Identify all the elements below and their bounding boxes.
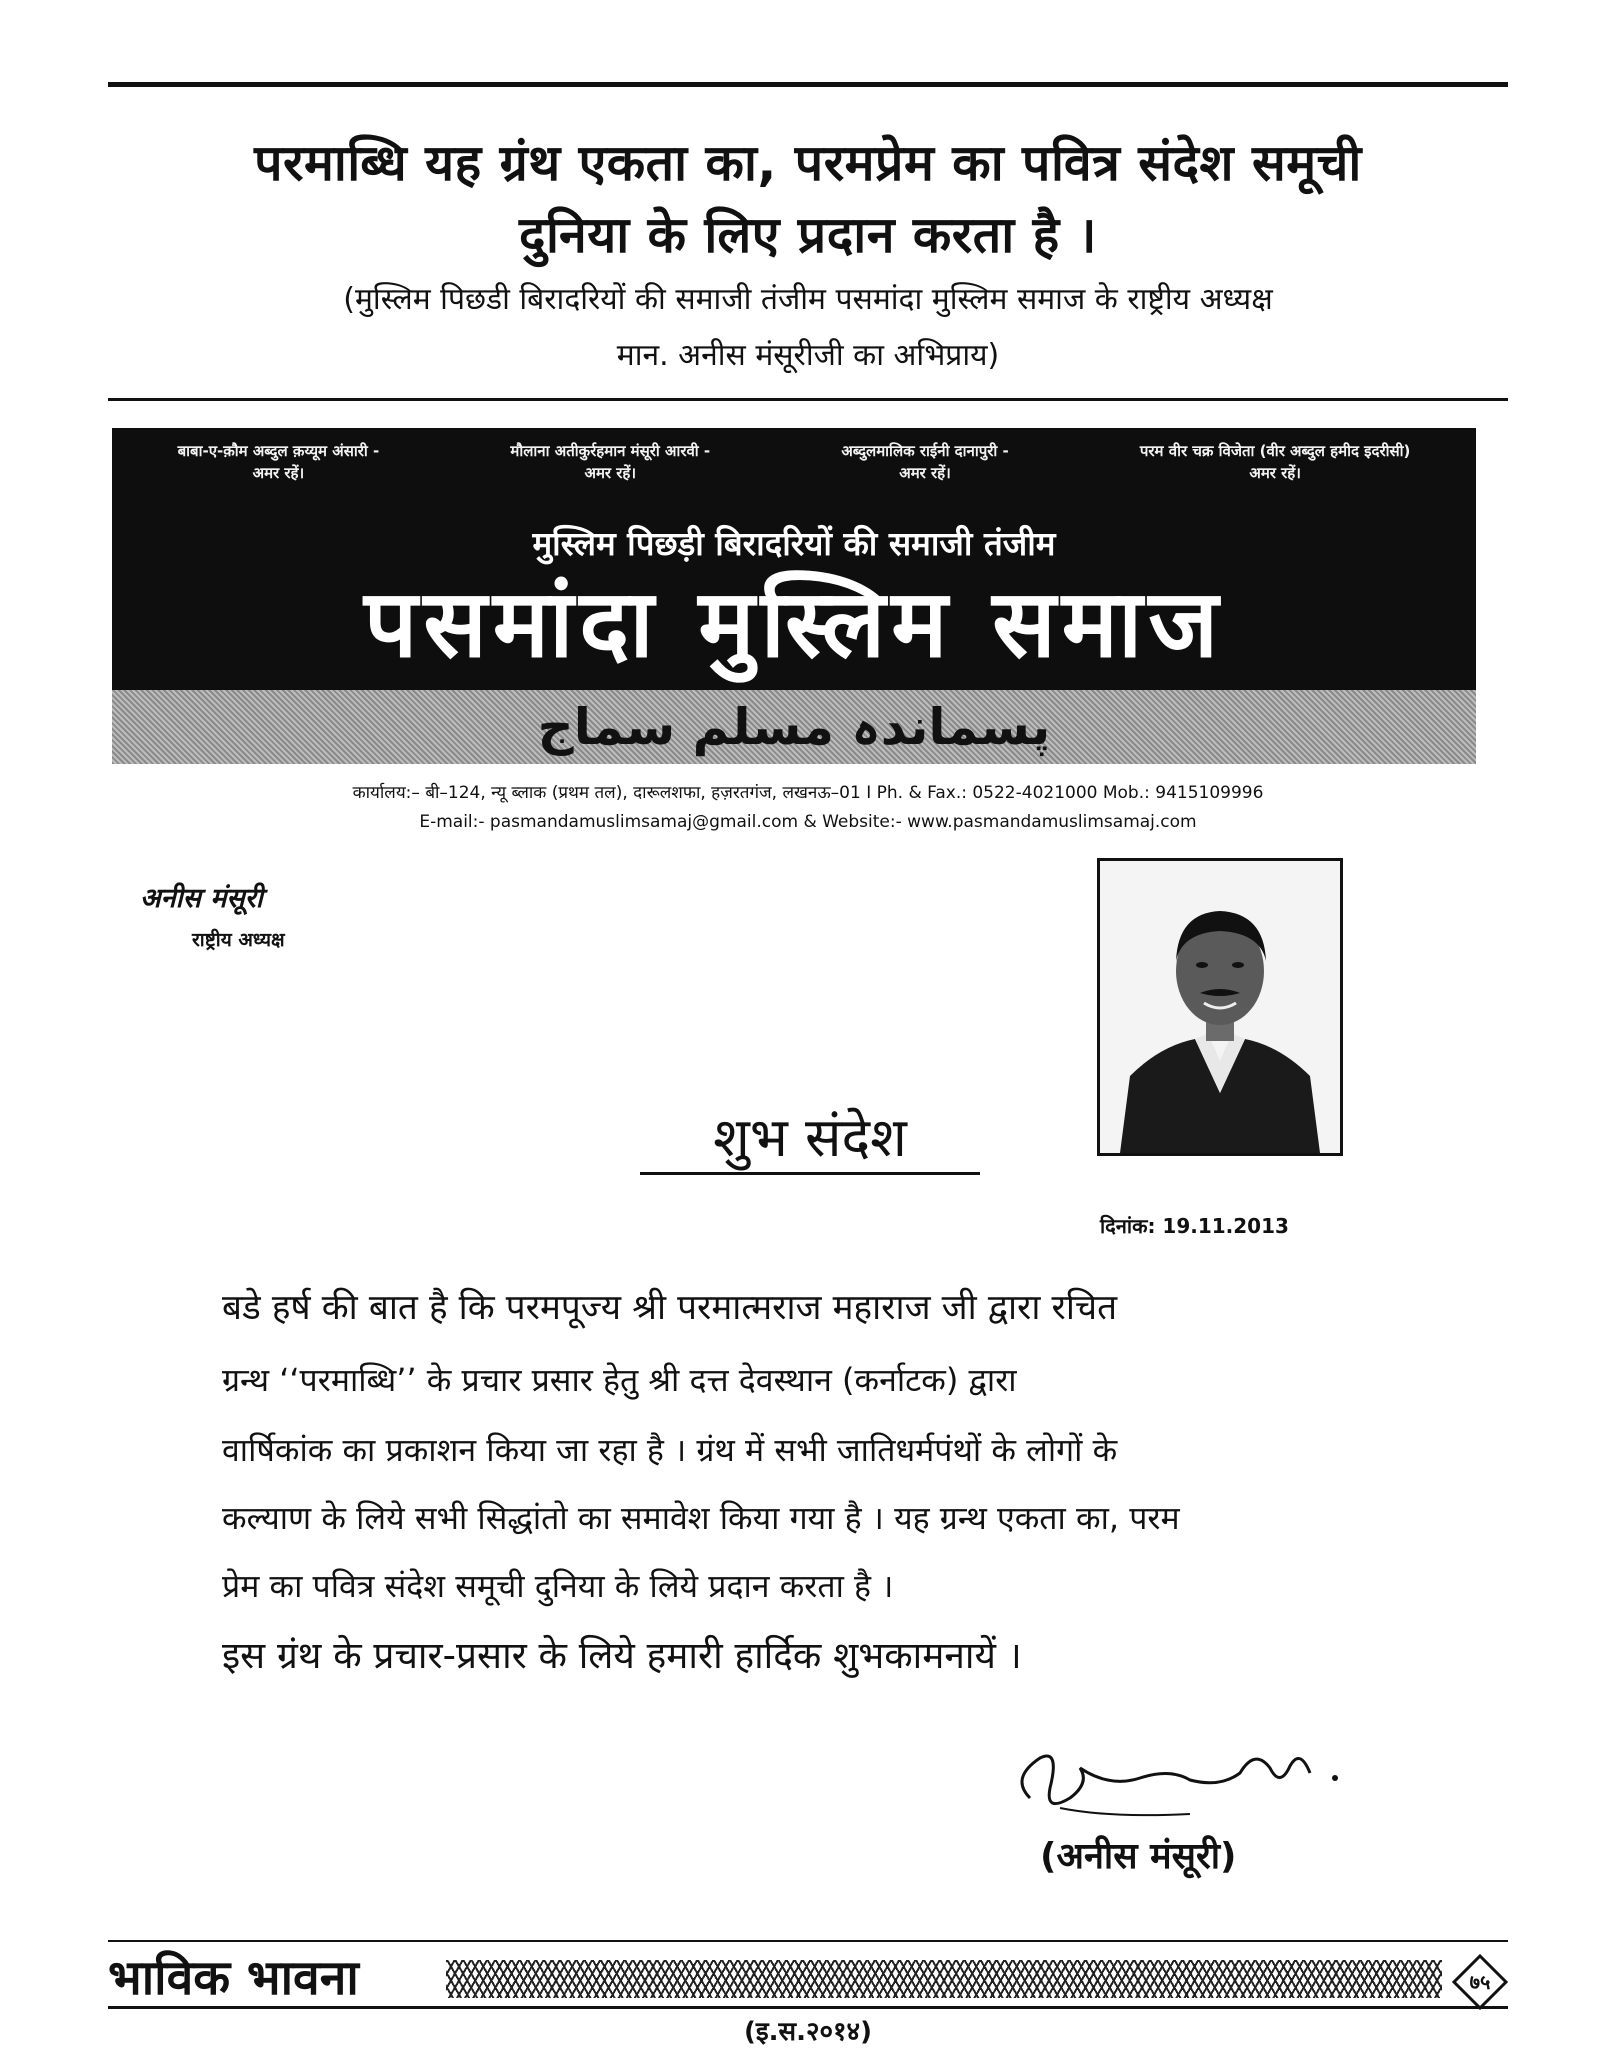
sender-role: राष्ट्रीय अध्यक्ष bbox=[192, 929, 285, 951]
body-line-1: बडे हर्ष की बात है कि परमपूज्य श्री परमात्मराज महाराज जी द्वारा रचित bbox=[222, 1288, 1118, 1328]
message-date: दिनांक: 19.11.2013 bbox=[1100, 1214, 1289, 1238]
headline-line2: दुनिया के लिए प्रदान करता है । bbox=[518, 206, 1098, 264]
wishes-line: इस ग्रंथ के प्रचार-प्रसार के लिये हमारी हार्दिक शुभकामनायें । bbox=[222, 1634, 1022, 1677]
decorative-pattern bbox=[446, 1960, 1442, 1998]
headline-line1: परमाब्धि यह ग्रंथ एकता का, परमप्रेम का पवित्र संदेश समूची bbox=[254, 134, 1362, 192]
body-line-2: ग्रन्थ ‘‘परमाब्धि’’ के प्रचार प्रसार हेतु श्री दत्त देवस्थान (कर्नाटक) द्वारा bbox=[222, 1361, 1017, 1399]
address-line: कार्यालय:– बी–124, न्यू ब्लाक (प्रथम तल), दारूलशफा, हज़रतगंज, लखनऊ–01 I Ph. & Fax.: 0522-4021000 Mob.: 9415109996 bbox=[352, 783, 1264, 803]
tribute-item: परम वीर चक्र विजेता (वीर अब्दुल हमीद इदरीसी) अमर रहें। bbox=[1139, 442, 1411, 482]
org-name: पसमांदा मुस्लिम समाज bbox=[363, 570, 1225, 679]
tribute-item: मौलाना अतीकुर्रहमान मंसूरी आरवी - अमर रहें। bbox=[510, 442, 711, 482]
note-line2: मान. अनीस मंसूरीजी का अभिप्राय) bbox=[616, 338, 1000, 373]
portrait-illustration bbox=[1100, 861, 1340, 1153]
org-subtitle: मुस्लिम पिछड़ी बिरादरियों की समाजी तंजीम bbox=[532, 524, 1056, 563]
footer-bottom-rule bbox=[108, 2006, 1508, 2009]
section-rule bbox=[108, 398, 1508, 401]
footer-title: भाविक भावना bbox=[108, 1950, 359, 2006]
footer-year: (इ.स.२०१४) bbox=[744, 2017, 872, 2047]
tribute-row bbox=[112, 440, 1476, 484]
page-number: ७५ bbox=[1469, 1970, 1491, 1994]
tribute-item: अब्दुलमालिक राईनी दानापुरी - अमर रहें। bbox=[841, 442, 1009, 482]
org-name-urdu: پسماندہ مسلم سماج bbox=[537, 698, 1051, 756]
message-title: शुभ संदेश bbox=[640, 1104, 980, 1175]
tribute-item: बाबा-ए-क़ौम अब्दुल क़य्यूम अंसारी - अमर रहें। bbox=[177, 442, 380, 482]
email-website-line: E-mail:- pasmandamuslimsamaj@gmail.com & Website:- www.pasmandamuslimsamaj.com bbox=[419, 812, 1197, 832]
sender-name: अनीस मंसूरी bbox=[140, 883, 263, 914]
body-line-4: कल्याण के लिये सभी सिद्धांतो का समावेश किया गया है । यह ग्रन्थ एकता का, परम bbox=[222, 1499, 1180, 1537]
signatory-name: (अनीस मंसूरी) bbox=[1040, 1836, 1237, 1877]
note-line1: (मुस्लिम पिछडी बिरादरियों की समाजी तंजीम पसमांदा मुस्लिम समाज के राष्ट्रीय अध्यक्ष bbox=[343, 282, 1273, 317]
body-line-5: प्रेम का पवित्र संदेश समूची दुनिया के लिये प्रदान करता है । bbox=[222, 1567, 894, 1605]
handwritten-signature bbox=[990, 1718, 1410, 1838]
portrait-photo bbox=[1097, 858, 1343, 1156]
footer-top-rule bbox=[108, 1940, 1508, 1942]
top-rule bbox=[108, 82, 1508, 87]
letterhead-banner bbox=[112, 428, 1476, 764]
body-line-3: वार्षिकांक का प्रकाशन किया जा रहा है । ग्रंथ में सभी जातिधर्मपंथों के लोगों के bbox=[222, 1431, 1118, 1469]
